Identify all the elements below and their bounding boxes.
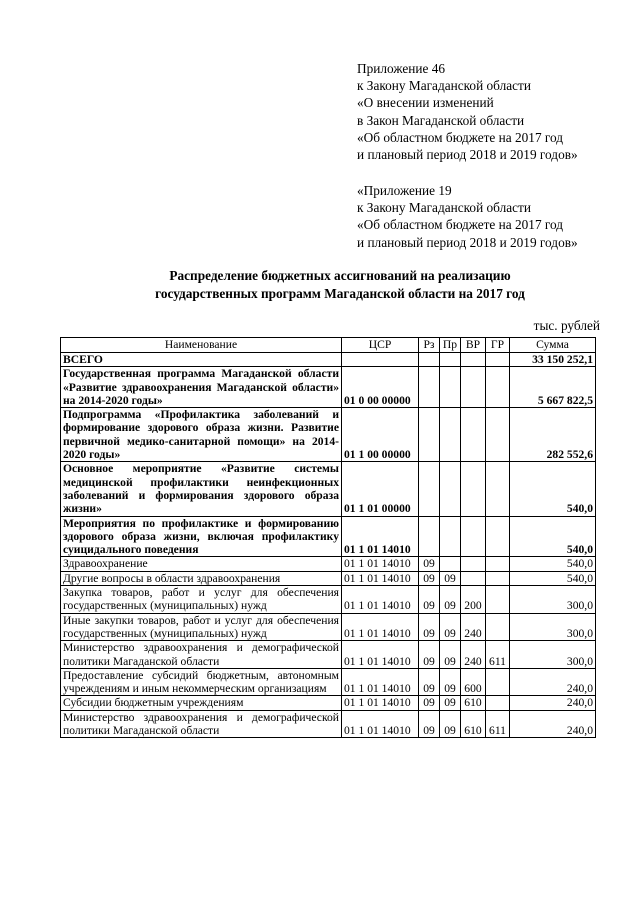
appendix-line: «О внесении изменений bbox=[357, 95, 494, 111]
cell-vr bbox=[461, 516, 486, 557]
cell-sum: 540,0 bbox=[510, 462, 596, 516]
cell-name: Министерство здравоохранения и демографической политики Магаданской области bbox=[61, 710, 342, 738]
cell-gr bbox=[486, 516, 510, 557]
cell-name: Мероприятия по профилактике и формированию здорового образа жизни, включая профилактику суицидального поведения bbox=[61, 516, 342, 557]
appendix-header bbox=[357, 60, 578, 163]
cell-vr: 240 bbox=[461, 641, 486, 669]
cell-name: ВСЕГО bbox=[61, 353, 342, 367]
cell-gr bbox=[486, 586, 510, 614]
header-vr: ВР bbox=[461, 338, 486, 353]
cell-name: Министерство здравоохранения и демографической политики Магаданской области bbox=[61, 641, 342, 669]
cell-vr bbox=[461, 353, 486, 367]
cell-rz bbox=[419, 516, 440, 557]
appendix-line: «Об областном бюджете на 2017 год bbox=[357, 129, 564, 145]
cell-vr bbox=[461, 571, 486, 585]
cell-name: Субсидии бюджетным учреждениям bbox=[61, 696, 342, 710]
cell-name: Основное мероприятие «Развитие системы медицинской профилактики неинфекционных заболеваний и формирования здорового образа жизни» bbox=[61, 462, 342, 516]
table-row bbox=[61, 710, 596, 738]
cell-sum: 240,0 bbox=[510, 696, 596, 710]
cell-csr: 01 1 01 14010 bbox=[342, 586, 419, 614]
appendix-line: и плановый период 2018 и 2019 годов» bbox=[357, 147, 578, 163]
cell-vr bbox=[461, 367, 486, 408]
cell-csr bbox=[342, 353, 419, 367]
cell-sum: 300,0 bbox=[510, 641, 596, 669]
table-row bbox=[61, 613, 596, 641]
cell-csr: 01 1 01 14010 bbox=[342, 668, 419, 696]
cell-sum: 300,0 bbox=[510, 613, 596, 641]
cell-vr: 610 bbox=[461, 710, 486, 738]
cell-vr: 240 bbox=[461, 613, 486, 641]
cell-pr bbox=[440, 516, 461, 557]
cell-rz bbox=[419, 353, 440, 367]
document-title bbox=[60, 267, 620, 302]
cell-vr bbox=[461, 462, 486, 516]
cell-sum: 5 667 822,5 bbox=[510, 367, 596, 408]
cell-csr: 01 1 01 14010 bbox=[342, 710, 419, 738]
cell-pr: 09 bbox=[440, 668, 461, 696]
table-row bbox=[61, 668, 596, 696]
cell-sum: 240,0 bbox=[510, 710, 596, 738]
header-gr: ГР bbox=[486, 338, 510, 353]
table-row bbox=[61, 586, 596, 614]
table-row bbox=[61, 557, 596, 571]
cell-name: Здравоохранение bbox=[61, 557, 342, 571]
cell-pr: 09 bbox=[440, 710, 461, 738]
cell-sum: 540,0 bbox=[510, 516, 596, 557]
appendix-line: к Закону Магаданской области bbox=[357, 78, 531, 94]
cell-vr bbox=[461, 408, 486, 462]
cell-pr bbox=[440, 462, 461, 516]
cell-csr: 01 1 01 14010 bbox=[342, 571, 419, 585]
cell-rz: 09 bbox=[419, 710, 440, 738]
table-row bbox=[61, 462, 596, 516]
cell-name: Подпрограмма «Профилактика заболеваний и формирование здорового образа жизни. Развитие первичной медико-санитарной помощи» на 2014-2020 годы» bbox=[61, 408, 342, 462]
cell-rz: 09 bbox=[419, 613, 440, 641]
cell-csr: 01 1 01 14010 bbox=[342, 557, 419, 571]
header-pr: Пр bbox=[440, 338, 461, 353]
cell-vr: 610 bbox=[461, 696, 486, 710]
appendix-line: Приложение 46 bbox=[357, 61, 445, 76]
cell-name: Иные закупки товаров, работ и услуг для обеспечения государственных (муниципальных) нужд bbox=[61, 613, 342, 641]
table-row bbox=[61, 367, 596, 408]
cell-rz: 09 bbox=[419, 571, 440, 585]
cell-sum: 33 150 252,1 bbox=[510, 353, 596, 367]
cell-csr: 01 1 00 00000 bbox=[342, 408, 419, 462]
cell-pr bbox=[440, 408, 461, 462]
cell-pr: 09 bbox=[440, 613, 461, 641]
appendix-line: в Закон Магаданской области bbox=[357, 112, 525, 128]
appendix-line: «Приложение 19 bbox=[357, 183, 452, 198]
header-name: Наименование bbox=[61, 338, 342, 353]
cell-rz: 09 bbox=[419, 557, 440, 571]
cell-gr bbox=[486, 367, 510, 408]
cell-gr bbox=[486, 668, 510, 696]
title-line-1: Распределение бюджетных ассигнований на реализацию bbox=[169, 268, 511, 283]
appendix-line: к Закону Магаданской области bbox=[357, 200, 531, 216]
cell-pr bbox=[440, 353, 461, 367]
appendix-header-original bbox=[357, 182, 578, 251]
cell-gr bbox=[486, 613, 510, 641]
cell-name: Государственная программа Магаданской области «Развитие здравоохранения Магаданской области» на 2014-2020 годы» bbox=[61, 367, 342, 408]
cell-rz: 09 bbox=[419, 696, 440, 710]
cell-rz bbox=[419, 408, 440, 462]
budget-table bbox=[60, 337, 596, 738]
cell-gr: 611 bbox=[486, 641, 510, 669]
cell-gr bbox=[486, 462, 510, 516]
table-row bbox=[61, 408, 596, 462]
header-rz: Рз bbox=[419, 338, 440, 353]
appendix-line: «Об областном бюджете на 2017 год bbox=[357, 217, 564, 233]
cell-gr bbox=[486, 696, 510, 710]
cell-csr: 01 1 01 14010 bbox=[342, 516, 419, 557]
cell-csr: 01 1 01 00000 bbox=[342, 462, 419, 516]
table-row bbox=[61, 353, 596, 367]
cell-sum: 540,0 bbox=[510, 557, 596, 571]
cell-gr bbox=[486, 557, 510, 571]
title-line-2: государственных программ Магаданской области на 2017 год bbox=[155, 285, 525, 301]
table-row bbox=[61, 696, 596, 710]
cell-name: Другие вопросы в области здравоохранения bbox=[61, 571, 342, 585]
units-label: тыс. рублей bbox=[533, 318, 600, 333]
table-header-row bbox=[61, 338, 596, 353]
cell-pr: 09 bbox=[440, 696, 461, 710]
table-row bbox=[61, 571, 596, 585]
cell-rz: 09 bbox=[419, 668, 440, 696]
cell-name: Предоставление субсидий бюджетным, автономным учреждениям и иным некоммерческим организациям bbox=[61, 668, 342, 696]
cell-pr bbox=[440, 367, 461, 408]
cell-rz bbox=[419, 367, 440, 408]
header-sum: Сумма bbox=[510, 338, 596, 353]
cell-csr: 01 1 01 14010 bbox=[342, 641, 419, 669]
cell-csr: 01 0 00 00000 bbox=[342, 367, 419, 408]
cell-pr bbox=[440, 557, 461, 571]
cell-pr: 09 bbox=[440, 571, 461, 585]
cell-sum: 300,0 bbox=[510, 586, 596, 614]
cell-vr: 200 bbox=[461, 586, 486, 614]
cell-pr: 09 bbox=[440, 641, 461, 669]
cell-rz bbox=[419, 462, 440, 516]
cell-name: Закупка товаров, работ и услуг для обеспечения государственных (муниципальных) нужд bbox=[61, 586, 342, 614]
cell-csr: 01 1 01 14010 bbox=[342, 696, 419, 710]
cell-rz: 09 bbox=[419, 641, 440, 669]
cell-pr: 09 bbox=[440, 586, 461, 614]
header-csr: ЦСР bbox=[342, 338, 419, 353]
cell-sum: 540,0 bbox=[510, 571, 596, 585]
appendix-line: и плановый период 2018 и 2019 годов» bbox=[357, 234, 578, 250]
cell-gr: 611 bbox=[486, 710, 510, 738]
cell-sum: 240,0 bbox=[510, 668, 596, 696]
cell-gr bbox=[486, 353, 510, 367]
cell-vr bbox=[461, 557, 486, 571]
cell-sum: 282 552,6 bbox=[510, 408, 596, 462]
cell-gr bbox=[486, 571, 510, 585]
cell-csr: 01 1 01 14010 bbox=[342, 613, 419, 641]
cell-rz: 09 bbox=[419, 586, 440, 614]
cell-gr bbox=[486, 408, 510, 462]
table-row bbox=[61, 516, 596, 557]
cell-vr: 600 bbox=[461, 668, 486, 696]
table-row bbox=[61, 641, 596, 669]
